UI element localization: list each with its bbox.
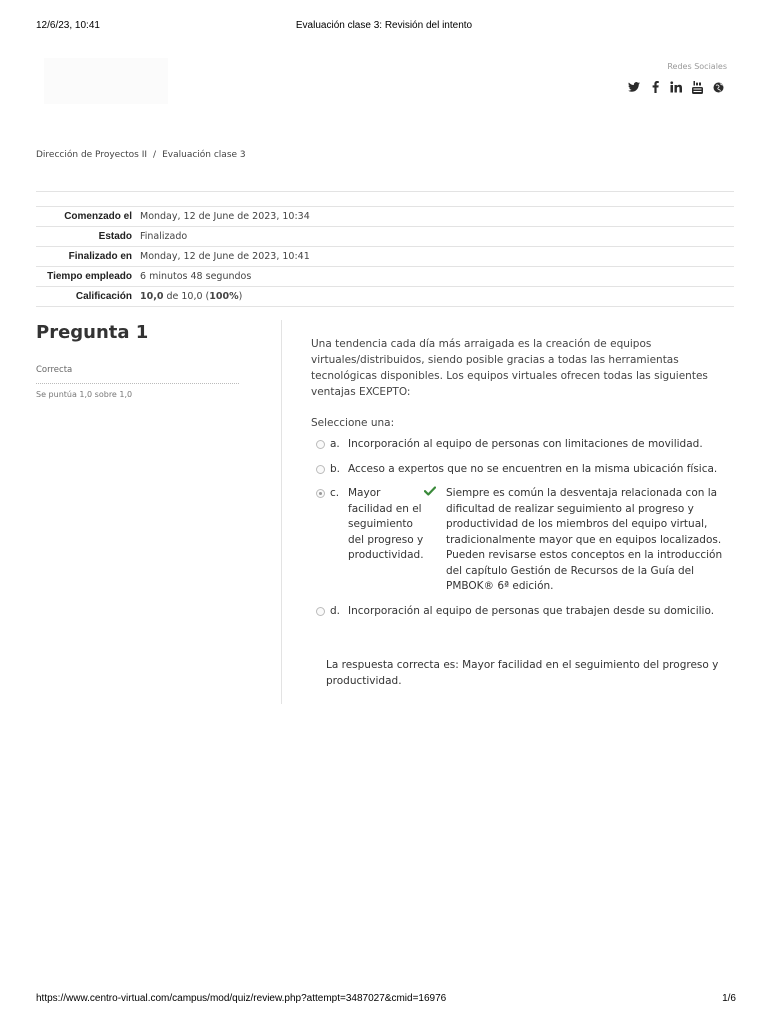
radio-button[interactable] [316,607,325,616]
summary-row-started [36,207,734,227]
youtube-icon[interactable] [691,80,703,94]
summary-label: Calificación [36,287,136,307]
radio-button-checked[interactable] [316,489,325,498]
answer-letter: a. [330,438,340,450]
radio-button[interactable] [316,465,325,474]
radio-button[interactable] [316,440,325,449]
answer-letter: b. [330,462,341,475]
social-icons [628,80,724,94]
summary-row-finished [36,247,734,267]
breadcrumb [36,150,246,160]
print-page-number: 1/6 [722,993,736,1004]
answer-letter: c. [330,487,340,499]
question-state: Correcta [36,365,239,384]
breadcrumb-item-course[interactable]: Dirección de Proyectos II [36,150,148,160]
question-info [36,322,239,399]
answer-option-d[interactable] [316,604,728,620]
grade-percent: 100% [209,291,239,302]
answer-list [316,437,728,628]
summary-value: Monday, 12 de June de 2023, 10:34 [136,207,734,227]
attempt-summary-table [36,206,734,307]
summary-row-grade [36,287,734,307]
divider [36,191,734,192]
answer-letter: d. [330,604,341,617]
facebook-icon[interactable] [649,80,661,94]
summary-value: Finalizado [136,227,734,247]
social-label: Redes Sociales [667,62,727,71]
right-answer: La respuesta correcta es: Mayor facilidad en el seguimiento del progreso y productividad. [326,659,719,687]
twitter-icon[interactable] [628,80,640,94]
grade-score: 10,0 [140,291,164,302]
column-divider [281,320,282,704]
summary-value [136,287,734,307]
grade-mid: de 10,0 ( [163,291,210,302]
print-title: Evaluación clase 3: Revisión del intento [295,20,473,31]
answer-option-c[interactable] [316,486,728,595]
answer-text: Incorporación al equipo de personas con limitaciones de movilidad. [348,438,703,450]
summary-row-state [36,227,734,247]
answer-option-b[interactable] [316,462,728,478]
breadcrumb-item-quiz[interactable]: Evaluación clase 3 [162,150,246,160]
question-prompt: Seleccione una: [311,417,395,429]
summary-row-time [36,267,734,287]
summary-label: Finalizado en [36,247,136,267]
grade-end: ) [238,291,243,302]
breadcrumb-separator: / [153,150,157,160]
summary-value: Monday, 12 de June de 2023, 10:41 [136,247,734,267]
summary-label: Tiempo empleado [36,267,136,287]
answer-text: Mayor facilidad en el seguimiento del progreso y productividad. [348,487,424,561]
answer-text: Acceso a expertos que no se encuentren en la misma ubicación física. [348,462,718,475]
summary-value: 6 minutos 48 segundos [136,267,734,287]
summary-label: Estado [36,227,136,247]
answer-feedback: Siempre es común la desventaja relacionada con la dificultad de realizar seguimiento al progreso y productividad de los miembros del equipo virtual, tradicionalmente mayor que en equipos localizados. Pueden revisarse estos conceptos en la introducción del capítulo Gestión de Recursos de la Guía del PMBOK® 6ª edición. [446,487,723,592]
question-text: Una tendencia cada día más arraigada es la creación de equipos virtuales/distribuidos, siendo posible gracias a todas las herramientas tecnológicas disponibles. Los equipos virtuales ofrecen todas las siguientes ventajas EXCEPTO: [311,338,708,398]
check-icon [424,486,436,502]
print-datetime: 12/6/23, 10:41 [36,20,100,31]
answer-text: Incorporación al equipo de personas que trabajen desde su domicilio. [348,604,715,617]
print-url: https://www.centro-virtual.com/campus/mod/quiz/review.php?attempt=3487027&cmid=16976 [36,993,447,1004]
globe-icon[interactable] [712,80,724,94]
question-title: Pregunta 1 [36,322,149,343]
site-logo[interactable] [44,58,168,104]
summary-label: Comenzado el [36,207,136,227]
question-grade: Se puntúa 1,0 sobre 1,0 [36,390,133,399]
linkedin-icon[interactable] [670,80,682,94]
answer-option-a[interactable] [316,437,728,453]
